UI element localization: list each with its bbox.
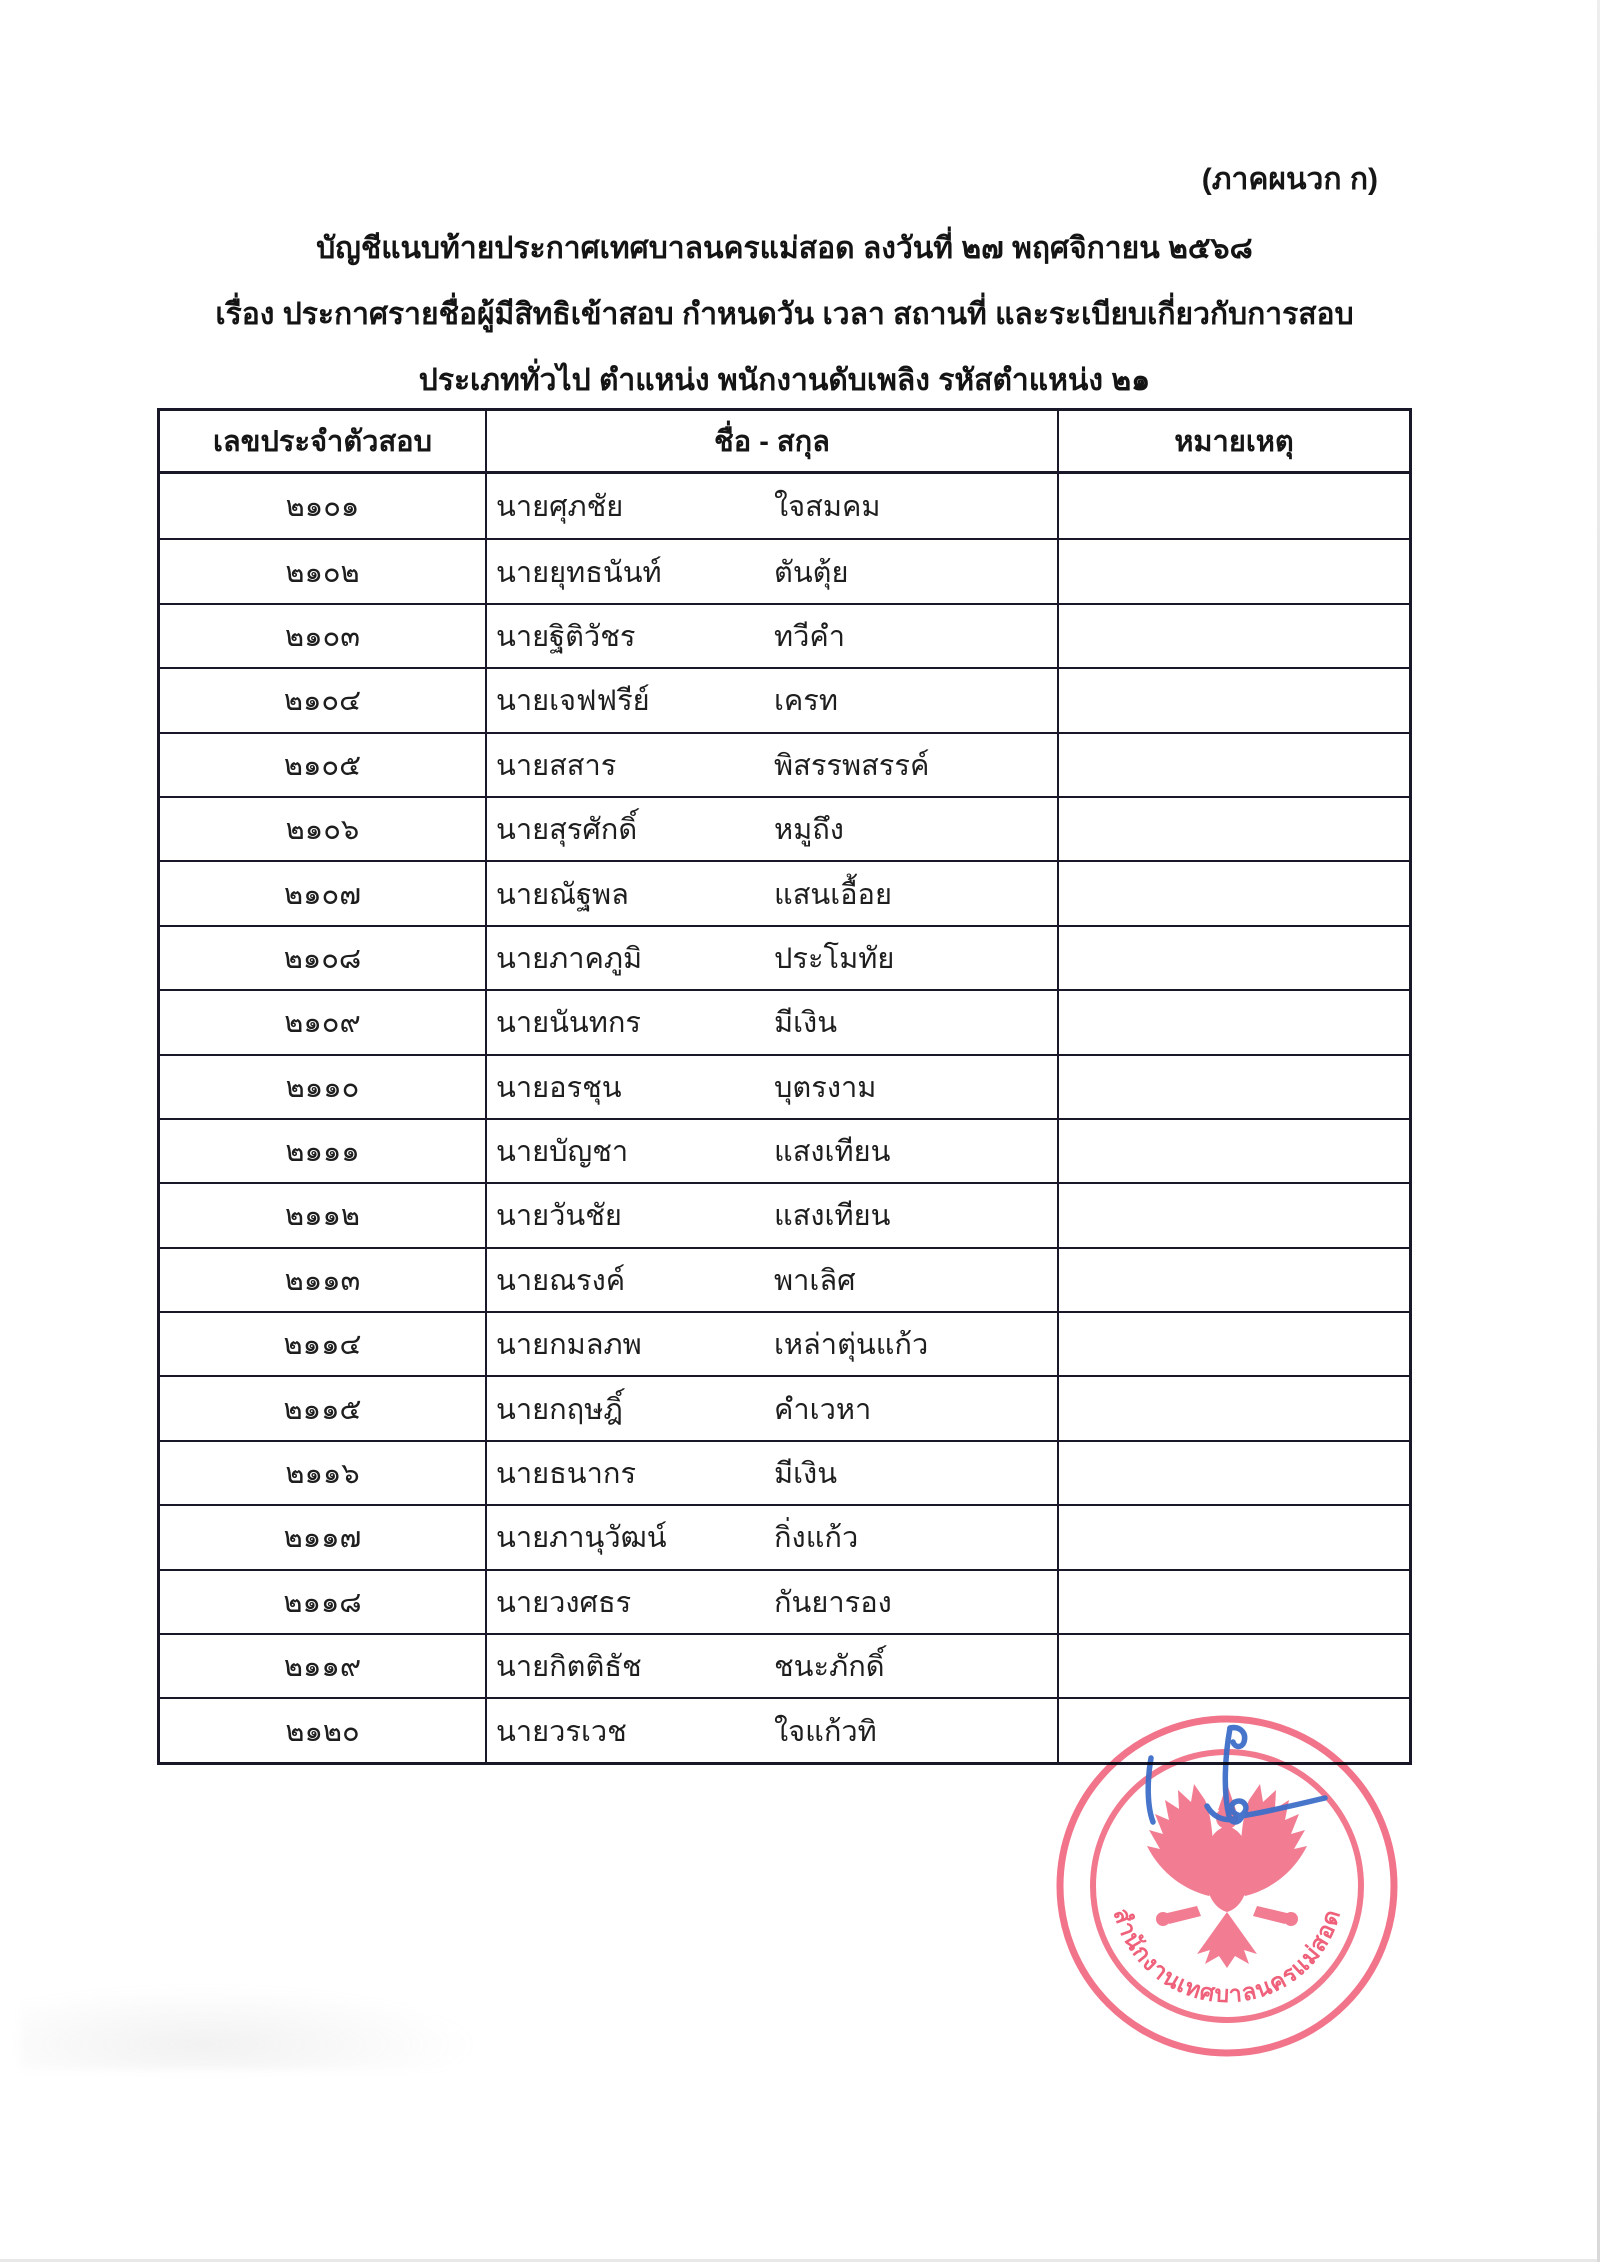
last-name: เหล่าตุ่นแก้ว xyxy=(774,1329,929,1362)
first-name: นายสุรศักดิ์ xyxy=(496,814,638,847)
last-name: ทวีคำ xyxy=(774,620,846,653)
last-name: หมูถึง xyxy=(774,814,844,847)
last-name: ประโมทัย xyxy=(774,942,895,975)
garuda-emblem-icon xyxy=(1147,1784,1307,1968)
note-cell xyxy=(1059,1313,1409,1375)
table-header-row xyxy=(160,411,1409,474)
last-name: คำเวหา xyxy=(774,1393,872,1426)
last-name: เครท xyxy=(774,685,839,718)
seal-rings xyxy=(1060,1719,1394,2053)
table-row xyxy=(160,925,1409,989)
candidate-name-cell xyxy=(487,1506,1059,1568)
last-name: แสงเทียน xyxy=(774,1136,891,1169)
table-row xyxy=(160,989,1409,1053)
table-row xyxy=(160,1182,1409,1246)
first-name: นายสสาร xyxy=(496,749,617,782)
exam-id-cell: ๒๑๐๘ xyxy=(160,927,487,989)
exam-id-cell: ๒๑๑๐ xyxy=(160,1056,487,1118)
candidate-name-cell xyxy=(487,1699,1059,1761)
candidate-name-cell xyxy=(487,1635,1059,1697)
table-row xyxy=(160,1375,1409,1439)
first-name: นายกิตติธัช xyxy=(496,1651,642,1684)
last-name: แสนเอื้อย xyxy=(774,878,892,911)
table-row xyxy=(160,474,1409,538)
note-cell xyxy=(1059,991,1409,1053)
note-cell xyxy=(1059,927,1409,989)
table-row xyxy=(160,1697,1409,1761)
exam-id-cell: ๒๑๐๓ xyxy=(160,605,487,667)
first-name: นายเจฟฟรีย์ xyxy=(496,685,650,718)
table-row xyxy=(160,1504,1409,1568)
exam-id-cell: ๒๑๑๘ xyxy=(160,1571,487,1633)
note-cell xyxy=(1059,1506,1409,1568)
candidate-name-cell xyxy=(487,1249,1059,1311)
candidate-name-cell xyxy=(487,1571,1059,1633)
title-line-3: ประเภททั่วไป ตำแหน่ง พนักงานดับเพลิง รหัสตำแหน่ง ๒๑ xyxy=(418,364,1151,397)
table-row xyxy=(160,1633,1409,1697)
note-cell xyxy=(1059,1699,1409,1761)
exam-id-cell: ๒๑๐๔ xyxy=(160,669,487,731)
candidate-name-cell xyxy=(487,1442,1059,1504)
candidate-name-cell xyxy=(487,734,1059,796)
note-cell xyxy=(1059,669,1409,731)
note-cell xyxy=(1059,1635,1409,1697)
last-name: ใจสมคม xyxy=(774,491,881,524)
exam-id-cell: ๒๑๐๒ xyxy=(160,540,487,602)
candidate-name-cell xyxy=(487,605,1059,667)
table-body xyxy=(160,474,1409,1762)
first-name: นายนันทกร xyxy=(496,1007,641,1040)
note-cell xyxy=(1059,734,1409,796)
header-note: หมายเหตุ xyxy=(1174,426,1294,458)
exam-id-cell: ๒๑๑๕ xyxy=(160,1377,487,1439)
exam-id-cell: ๒๑๐๑ xyxy=(160,474,487,538)
exam-id-cell: ๒๑๑๙ xyxy=(160,1635,487,1697)
candidate-name-cell xyxy=(487,862,1059,924)
first-name: นายณัฐพล xyxy=(496,878,629,911)
last-name: ตันตุ้ย xyxy=(774,556,849,589)
exam-id-cell: ๒๑๑๒ xyxy=(160,1184,487,1246)
note-cell xyxy=(1059,1571,1409,1633)
table-row xyxy=(160,1311,1409,1375)
title-line-2: เรื่อง ประกาศรายชื่อผู้มีสิทธิเข้าสอบ กำหนดวัน เวลา สถานที่ และระเบียบเกี่ยวกับการสอบ xyxy=(215,298,1354,331)
exam-id-cell: ๒๑๐๙ xyxy=(160,991,487,1053)
note-cell xyxy=(1059,1377,1409,1439)
candidate-name-cell xyxy=(487,1313,1059,1375)
table-row xyxy=(160,1118,1409,1182)
first-name: นายวันชัย xyxy=(496,1200,622,1233)
candidate-name-cell xyxy=(487,669,1059,731)
first-name: นายวรเวช xyxy=(496,1715,627,1748)
first-name: นายกมลภพ xyxy=(496,1329,642,1362)
first-name: นายอรชุน xyxy=(496,1071,622,1104)
table-row xyxy=(160,860,1409,924)
exam-id-cell: ๒๑๑๔ xyxy=(160,1313,487,1375)
candidate-name-cell xyxy=(487,540,1059,602)
table-row xyxy=(160,1440,1409,1504)
last-name: มีเงิน xyxy=(774,1007,838,1040)
candidate-name-cell xyxy=(487,798,1059,860)
last-name: ใจแก้วทิ xyxy=(774,1715,877,1748)
table-row xyxy=(160,1569,1409,1633)
first-name: นายธนากร xyxy=(496,1458,637,1491)
candidate-name-cell xyxy=(487,927,1059,989)
exam-id-cell: ๒๑๐๖ xyxy=(160,798,487,860)
last-name: ชนะภักดิ์ xyxy=(774,1651,885,1684)
last-name: แสงเทียน xyxy=(774,1200,891,1233)
title-line-1: บัญชีแนบท้ายประกาศเทศบาลนครแม่สอด ลงวันที่ ๒๗ พฤศจิกายน ๒๕๖๘ xyxy=(316,232,1253,265)
first-name: นายบัญชา xyxy=(496,1136,629,1169)
table-row xyxy=(160,603,1409,667)
table-row xyxy=(160,667,1409,731)
first-name: นายศุภชัย xyxy=(496,491,624,524)
note-cell xyxy=(1059,862,1409,924)
candidate-name-cell xyxy=(487,1377,1059,1439)
table-row xyxy=(160,538,1409,602)
table-row xyxy=(160,1247,1409,1311)
table-row xyxy=(160,732,1409,796)
first-name: นายยุทธนันท์ xyxy=(496,556,662,589)
first-name: นายภานุวัฒน์ xyxy=(496,1522,667,1555)
note-cell xyxy=(1059,474,1409,538)
note-cell xyxy=(1059,1056,1409,1118)
candidate-name-cell xyxy=(487,1056,1059,1118)
exam-id-cell: ๒๑๑๓ xyxy=(160,1249,487,1311)
note-cell xyxy=(1059,1249,1409,1311)
last-name: กันยารอง xyxy=(774,1586,892,1619)
first-name: นายฐิติวัชร xyxy=(496,620,636,653)
candidate-name-cell xyxy=(487,1184,1059,1246)
header-exam-id: เลขประจำตัวสอบ xyxy=(160,411,487,471)
last-name: กิ่งแก้ว xyxy=(774,1522,859,1555)
first-name: นายณรงค์ xyxy=(496,1264,626,1297)
exam-id-cell: ๒๑๐๗ xyxy=(160,862,487,924)
note-cell xyxy=(1059,540,1409,602)
header-name: ชื่อ - สกุล xyxy=(487,411,1059,471)
note-cell xyxy=(1059,1442,1409,1504)
exam-id-cell: ๒๑๑๗ xyxy=(160,1506,487,1568)
table-row xyxy=(160,796,1409,860)
note-cell xyxy=(1059,798,1409,860)
note-cell xyxy=(1059,1184,1409,1246)
first-name: นายวงศธร xyxy=(496,1586,632,1619)
last-name: พาเลิศ xyxy=(774,1264,856,1297)
candidate-name-cell xyxy=(487,991,1059,1053)
exam-id-cell: ๒๑๐๕ xyxy=(160,734,487,796)
document-title-block xyxy=(157,216,1412,414)
appendix-label-text: (ภาคผนวก ก) xyxy=(1201,163,1378,196)
first-name: นายกฤษฎิ์ xyxy=(496,1393,623,1426)
last-name: มีเงิน xyxy=(774,1458,838,1491)
candidate-name-cell xyxy=(487,1120,1059,1182)
appendix-label xyxy=(1202,156,1378,203)
seal-text: สำนักงานเทศบาลนครแม่สอด xyxy=(1108,1904,1346,2008)
exam-id-cell: ๒๑๑๑ xyxy=(160,1120,487,1182)
candidates-table xyxy=(157,408,1412,1765)
candidate-name-cell xyxy=(487,474,1059,538)
scan-artifact-smudge xyxy=(20,1985,480,2070)
last-name: พิสรรพสรรค์ xyxy=(774,749,930,782)
last-name: บุตรงาม xyxy=(774,1071,877,1104)
note-cell xyxy=(1059,1120,1409,1182)
exam-id-cell: ๒๑๒๐ xyxy=(160,1699,487,1761)
first-name: นายภาคภูมิ xyxy=(496,942,643,975)
table-row xyxy=(160,1054,1409,1118)
exam-id-cell: ๒๑๑๖ xyxy=(160,1442,487,1504)
note-cell xyxy=(1059,605,1409,667)
